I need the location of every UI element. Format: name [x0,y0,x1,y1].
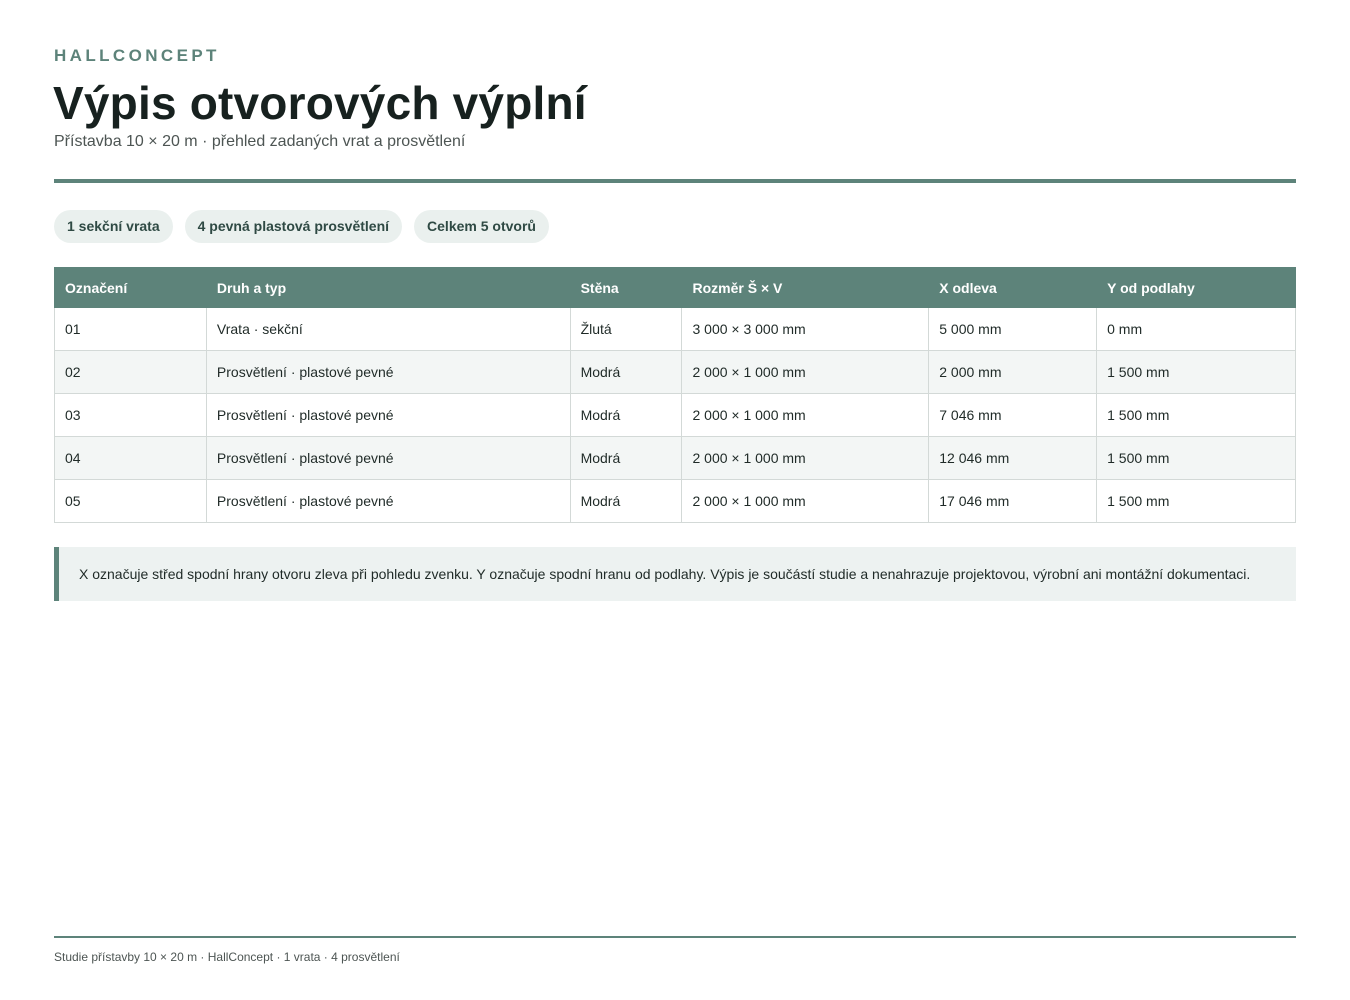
cell-y: 1 500 mm [1097,351,1296,394]
summary-chip-doors: 1 sekční vrata [54,210,173,243]
summary-chip-skylights: 4 pevná plastová prosvětlení [185,210,402,243]
header-divider [54,179,1296,183]
column-header-x: X odleva [929,268,1097,308]
cell-wall: Žlutá [570,308,682,351]
cell-x: 12 046 mm [929,437,1097,480]
cell-type: Prosvětlení · plastové pevné [206,351,570,394]
table-row [55,308,1296,351]
cell-x: 17 046 mm [929,480,1097,523]
cell-wall: Modrá [570,351,682,394]
footer-divider [54,936,1296,938]
summary-chips [54,210,549,243]
cell-label: 05 [55,480,207,523]
column-header-wall: Stěna [570,268,682,308]
summary-chip-total: Celkem 5 otvorů [414,210,549,243]
cell-x: 5 000 mm [929,308,1097,351]
cell-y: 0 mm [1097,308,1296,351]
table-row [55,437,1296,480]
cell-label: 01 [55,308,207,351]
cell-type: Prosvětlení · plastové pevné [206,480,570,523]
cell-y: 1 500 mm [1097,480,1296,523]
brand-label: HALLCONCEPT [54,46,220,65]
column-header-y: Y od podlahy [1097,268,1296,308]
cell-x: 7 046 mm [929,394,1097,437]
table-row [55,351,1296,394]
cell-type: Vrata · sekční [206,308,570,351]
cell-type: Prosvětlení · plastové pevné [206,394,570,437]
cell-label: 02 [55,351,207,394]
cell-size: 2 000 × 1 000 mm [682,394,929,437]
cell-y: 1 500 mm [1097,394,1296,437]
cell-size: 3 000 × 3 000 mm [682,308,929,351]
cell-wall: Modrá [570,437,682,480]
table-row [55,480,1296,523]
cell-size: 2 000 × 1 000 mm [682,480,929,523]
info-note [54,547,1296,601]
openings-table [54,267,1296,523]
cell-wall: Modrá [570,394,682,437]
cell-label: 04 [55,437,207,480]
cell-wall: Modrá [570,480,682,523]
cell-type: Prosvětlení · plastové pevné [206,437,570,480]
column-header-size: Rozměr Š × V [682,268,929,308]
column-header-type: Druh a typ [206,268,570,308]
table-header-row [55,268,1296,308]
info-note-text: X označuje střed spodní hrany otvoru zleva při pohledu zvenku. Y označuje spodní hranu od podlahy. Výpis je součástí studie a nenahrazuje projektovou, výrobní ani montážní dokumentaci. [79,566,1251,582]
cell-size: 2 000 × 1 000 mm [682,351,929,394]
page-title: Výpis otvorových výplní [53,77,587,129]
page-subtitle: Přístavba 10 × 20 m · přehled zadaných vrat a prosvětlení [54,133,466,150]
column-header-label: Označení [55,268,207,308]
cell-y: 1 500 mm [1097,437,1296,480]
cell-x: 2 000 mm [929,351,1097,394]
cell-label: 03 [55,394,207,437]
cell-size: 2 000 × 1 000 mm [682,437,929,480]
table-row [55,394,1296,437]
page-footer: Studie přístavby 10 × 20 m · HallConcept · 1 vrata · 4 prosvětlení [54,950,400,964]
